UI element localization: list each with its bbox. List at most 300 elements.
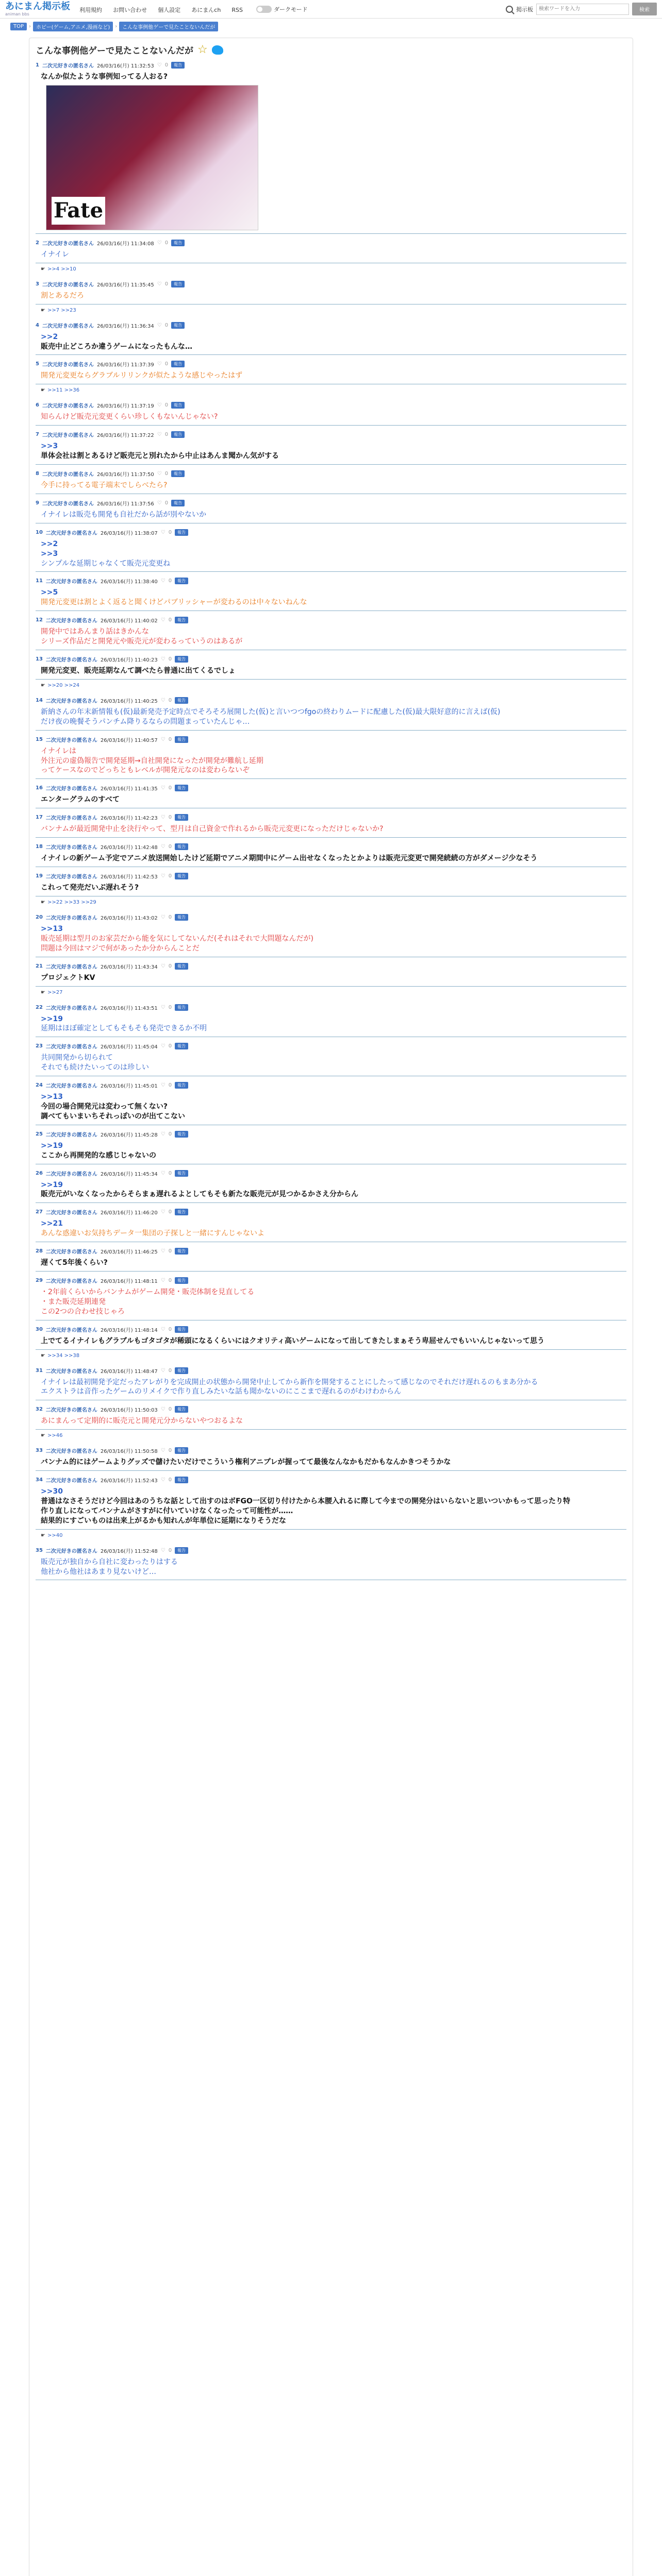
- post-number[interactable]: 9: [36, 500, 39, 506]
- report-button[interactable]: 報告: [175, 785, 188, 791]
- post-line: 問題は今回はマジで何があったか分からんことだ: [41, 944, 200, 953]
- report-button[interactable]: 報告: [175, 1248, 188, 1255]
- post: [36, 1405, 626, 1442]
- report-button[interactable]: 報告: [175, 843, 188, 850]
- post-number[interactable]: 23: [36, 1043, 43, 1049]
- post-body: [36, 536, 626, 572]
- post-date: 26/03/16(月) 11:37:39: [96, 362, 154, 368]
- post-meta: [36, 61, 626, 69]
- breadcrumb-thread[interactable]: こんな事例他ゲーで見たことないんだが: [119, 22, 218, 31]
- post-line: プロジェクトKV: [41, 973, 95, 982]
- post-body: [36, 663, 626, 680]
- reply-anchor-link[interactable]: >>19: [41, 1180, 63, 1189]
- report-button[interactable]: 報告: [171, 281, 185, 287]
- post-date: 26/03/16(月) 11:52:43: [100, 1478, 158, 1484]
- post-line: イナイレ: [41, 250, 70, 259]
- post-body: [36, 409, 626, 426]
- poster-name: 二次元好きの匿名さん: [45, 1083, 97, 1090]
- report-button[interactable]: 報告: [175, 1131, 188, 1138]
- poster-name: 二次元好きの匿名さん: [45, 1132, 97, 1138]
- good-count: 0: [168, 1004, 172, 1010]
- post-line: シンプルな延期じゃなくて販売元変更ね: [41, 559, 171, 568]
- reply-link-list[interactable]: >>46: [47, 1433, 63, 1439]
- post-number[interactable]: 15: [36, 736, 43, 742]
- post-date: 26/03/16(月) 11:35:45: [96, 282, 154, 288]
- reply-anchor-link[interactable]: >>2: [41, 332, 58, 341]
- post-date: 26/03/16(月) 11:37:19: [96, 403, 154, 410]
- post-number[interactable]: 1: [36, 62, 39, 68]
- report-button[interactable]: 報告: [171, 322, 185, 329]
- report-button[interactable]: 報告: [175, 617, 188, 623]
- good-count: 0: [164, 240, 169, 246]
- post-number[interactable]: 31: [36, 1367, 43, 1374]
- post-line: ここから再開発的な感じじゃないの: [41, 1151, 156, 1160]
- report-button[interactable]: 報告: [171, 431, 185, 438]
- report-button[interactable]: 報告: [171, 361, 185, 367]
- report-button[interactable]: 報告: [175, 1043, 188, 1049]
- good-count: 0: [164, 500, 169, 506]
- post: [36, 470, 626, 494]
- report-button[interactable]: 報告: [171, 470, 185, 477]
- good-icon[interactable]: ♡: [160, 1082, 166, 1089]
- report-button[interactable]: 報告: [175, 697, 188, 704]
- post-date: 26/03/16(月) 11:34:08: [96, 241, 154, 247]
- post-number[interactable]: 16: [36, 785, 43, 791]
- good-icon[interactable]: ♡: [160, 656, 166, 663]
- post-meta: [36, 697, 626, 704]
- report-button[interactable]: 報告: [175, 656, 188, 663]
- post-date: 26/03/16(月) 11:36:34: [96, 323, 154, 329]
- post: [36, 1547, 626, 1581]
- good-icon[interactable]: ♡: [157, 500, 162, 506]
- reply-links: [36, 896, 626, 908]
- post-body: [36, 1333, 626, 1350]
- good-icon[interactable]: ♡: [157, 402, 162, 409]
- post: [36, 499, 626, 523]
- post-list: [36, 61, 626, 1580]
- good-icon[interactable]: ♡: [160, 697, 166, 703]
- search-bar: [506, 3, 657, 15]
- report-button[interactable]: 報告: [175, 736, 188, 743]
- report-button[interactable]: 報告: [175, 1547, 188, 1554]
- reply-anchor-link[interactable]: >>19: [41, 1141, 63, 1150]
- post: [36, 872, 626, 908]
- post-meta: [36, 872, 626, 880]
- post-number[interactable]: 7: [36, 432, 39, 438]
- post-number[interactable]: 14: [36, 697, 43, 703]
- search-label: 掲示板: [516, 6, 533, 13]
- poster-name: 二次元好きの匿名さん: [45, 737, 97, 743]
- good-icon[interactable]: ♡: [160, 1367, 166, 1374]
- post-date: 26/03/16(月) 11:38:40: [100, 579, 158, 585]
- report-button[interactable]: 報告: [175, 1406, 188, 1413]
- good-count: 0: [168, 844, 172, 850]
- post-number[interactable]: 2: [36, 240, 39, 246]
- post: [36, 1326, 626, 1362]
- post-number[interactable]: 34: [36, 1477, 43, 1483]
- post-image[interactable]: [46, 85, 258, 230]
- report-button[interactable]: 報告: [175, 578, 188, 584]
- post: [36, 1130, 626, 1164]
- reply-hand-icon: ☛: [41, 1433, 45, 1439]
- good-icon[interactable]: ♡: [160, 1170, 166, 1176]
- post-number[interactable]: 6: [36, 402, 39, 409]
- site-header: [0, 0, 662, 19]
- post: [36, 1277, 626, 1320]
- post-line: エンターグラムのすべて: [41, 795, 120, 804]
- good-count: 0: [164, 322, 169, 328]
- poster-name: 二次元好きの匿名さん: [45, 1548, 97, 1554]
- good-count: 0: [168, 1406, 172, 1413]
- post-body: [36, 1413, 626, 1430]
- reply-link-list[interactable]: >>11 >>36: [47, 387, 80, 394]
- post: [36, 1447, 626, 1471]
- poster-name: 二次元好きの匿名さん: [42, 433, 94, 439]
- report-button[interactable]: 報告: [171, 62, 185, 69]
- good-icon[interactable]: ♡: [160, 963, 166, 969]
- breadcrumb-category[interactable]: ホビー(ゲーム,アニメ,漫画など): [33, 22, 113, 31]
- post-number[interactable]: 35: [36, 1547, 43, 1553]
- post-date: 26/03/16(月) 11:43:02: [100, 915, 158, 921]
- good-icon[interactable]: ♡: [160, 1043, 166, 1049]
- search-icon: [506, 6, 513, 13]
- post-meta: [36, 616, 626, 624]
- post-line: なんか似たような事例知ってる人おる?: [41, 73, 168, 81]
- post-line: シリーズ作品だと開発元や販売元が変わるっていうのはあるが: [41, 637, 243, 646]
- good-icon[interactable]: ♡: [160, 785, 166, 791]
- reply-link-list[interactable]: >>4 >>10: [47, 266, 76, 272]
- post-number[interactable]: 17: [36, 815, 43, 821]
- post-meta: [36, 529, 626, 536]
- post-date: 26/03/16(月) 11:45:04: [100, 1044, 158, 1050]
- good-icon[interactable]: ♡: [157, 240, 162, 246]
- post-body: [36, 1454, 626, 1471]
- post: [36, 962, 626, 998]
- post-meta: [36, 1208, 626, 1216]
- poster-name: 二次元好きの匿名さん: [45, 816, 97, 822]
- good-icon[interactable]: ♡: [160, 1477, 166, 1483]
- post-line: 上でてるイナイレもグラブルもゴタゴタが稀頭になるくらいにはクオリティ高いゲームになって出してきたしまぁそう卑屈せんでもいいんじゃないって思う: [41, 1336, 545, 1345]
- good-icon[interactable]: ♡: [160, 1004, 166, 1010]
- post-date: 26/03/16(月) 11:45:28: [100, 1132, 158, 1138]
- report-button[interactable]: 報告: [171, 240, 185, 246]
- post: [36, 321, 626, 355]
- nav-rss[interactable]: RSS: [231, 7, 243, 13]
- post-number[interactable]: 33: [36, 1448, 43, 1454]
- good-count: 0: [168, 697, 172, 703]
- report-button[interactable]: 報告: [175, 1004, 188, 1011]
- reply-hand-icon: ☛: [41, 387, 45, 394]
- good-count: 0: [168, 914, 172, 920]
- report-button[interactable]: 報告: [175, 1477, 188, 1483]
- good-count: 0: [168, 1277, 172, 1283]
- reply-link-list[interactable]: >>7 >>23: [47, 307, 76, 313]
- post-date: 26/03/16(月) 11:37:50: [96, 472, 154, 478]
- poster-name: 二次元好きの匿名さん: [45, 1408, 97, 1414]
- post: [36, 1208, 626, 1242]
- reply-anchor-link[interactable]: >>30: [41, 1487, 63, 1496]
- reply-anchor-link[interactable]: >>21: [41, 1219, 63, 1228]
- post-date: 26/03/16(月) 11:43:34: [100, 964, 158, 970]
- reply-links: [36, 1430, 626, 1442]
- poster-name: 二次元好きの匿名さん: [45, 1478, 97, 1484]
- post-number[interactable]: 11: [36, 578, 43, 584]
- good-icon[interactable]: ♡: [160, 736, 166, 742]
- good-icon[interactable]: ♡: [160, 1277, 166, 1283]
- post: [36, 529, 626, 572]
- post-date: 26/03/16(月) 11:40:25: [100, 698, 158, 704]
- post-number[interactable]: 24: [36, 1082, 43, 1089]
- post-date: 26/03/16(月) 11:32:53: [96, 63, 154, 69]
- post: [36, 1081, 626, 1125]
- report-button[interactable]: 報告: [175, 1277, 188, 1284]
- post-number[interactable]: 10: [36, 529, 43, 535]
- reply-anchor-link[interactable]: >>3: [41, 442, 58, 451]
- good-count: 0: [168, 617, 172, 623]
- good-count: 0: [168, 1209, 172, 1215]
- post-number[interactable]: 3: [36, 281, 39, 287]
- post-number[interactable]: 27: [36, 1209, 43, 1215]
- good-icon[interactable]: ♡: [160, 529, 166, 535]
- post-number[interactable]: 28: [36, 1248, 43, 1255]
- post-line: バンナム的にはゲームよりグッズで儲けたいだけでこういう権利アニプレが握ってて最後なんなかもだかもなんかきつそうかな: [41, 1458, 451, 1467]
- good-count: 0: [168, 815, 172, 821]
- post-body: [36, 585, 626, 611]
- good-icon[interactable]: ♡: [160, 1547, 166, 1553]
- post-number[interactable]: 12: [36, 617, 43, 623]
- post-number[interactable]: 30: [36, 1326, 43, 1332]
- post-body: [36, 368, 626, 384]
- post-date: 26/03/16(月) 11:38:07: [100, 530, 158, 536]
- post-body: [36, 507, 626, 523]
- good-icon[interactable]: ♡: [160, 1448, 166, 1454]
- poster-name: 二次元好きの匿名さん: [42, 501, 94, 507]
- good-icon[interactable]: ♡: [160, 617, 166, 623]
- post-date: 26/03/16(月) 11:40:02: [100, 618, 158, 624]
- reply-link-list[interactable]: >>22 >>33 >>29: [47, 899, 96, 905]
- nav-animanch[interactable]: あにまんch: [191, 7, 221, 13]
- favorite-star-icon[interactable]: ☆: [197, 43, 208, 56]
- post-meta: [36, 1447, 626, 1454]
- post-line: ・2年前くらいからバンナムがゲーム開発・販売体制を見直してる: [41, 1287, 255, 1296]
- poster-name: 二次元好きの匿名さん: [42, 362, 94, 368]
- post-body: [36, 69, 626, 234]
- breadcrumb-top[interactable]: TOP: [10, 23, 27, 30]
- post: [36, 1247, 626, 1272]
- post-number[interactable]: 5: [36, 361, 39, 367]
- report-button[interactable]: 報告: [175, 814, 188, 821]
- nav-contact[interactable]: お問い合わせ: [113, 7, 147, 13]
- post-number[interactable]: 20: [36, 914, 43, 920]
- post-body: [36, 743, 626, 779]
- good-icon[interactable]: ♡: [160, 1209, 166, 1215]
- post-line: 今手に持ってる電子端末でしらべたら?: [41, 481, 168, 490]
- post: [36, 616, 626, 650]
- post-line: イナイレは最初開発予定だったアレがりを完成開止の状態から開発中止してから新作を開発することにしたって感じなのでそれだけ遅れるのもまあ分かる: [41, 1378, 538, 1386]
- dark-mode-toggle[interactable]: [256, 6, 272, 13]
- post-meta: [36, 360, 626, 368]
- nav-terms[interactable]: 利用規約: [79, 7, 102, 13]
- post-meta: [36, 1476, 626, 1484]
- poster-name: 二次元好きの匿名さん: [45, 845, 97, 851]
- report-button[interactable]: 報告: [175, 1326, 188, 1333]
- site-logo[interactable]: [5, 2, 70, 16]
- post-line: この2つの合わせ技じゃろ: [41, 1307, 125, 1316]
- twitter-share-icon[interactable]: [212, 45, 223, 55]
- good-icon[interactable]: ♡: [160, 844, 166, 850]
- post-line: エクストラは音作ったゲームのリメイクで作り直しみたいな話も聞かないのにここまで遅れるのがわけわからん: [41, 1387, 402, 1396]
- breadcrumb-separator: ›: [115, 24, 118, 29]
- post-number[interactable]: 32: [36, 1406, 43, 1413]
- post-number[interactable]: 29: [36, 1277, 43, 1283]
- reply-hand-icon: ☛: [41, 1532, 45, 1538]
- post-line: 開発元変更ならグラブルリリンクが似たような感じやったはず: [41, 371, 243, 380]
- good-count: 0: [168, 1448, 172, 1454]
- good-icon[interactable]: ♡: [160, 1326, 166, 1332]
- post-date: 26/03/16(月) 11:42:23: [100, 816, 158, 822]
- good-count: 0: [168, 1547, 172, 1553]
- post-line: 結果的にすごいものは出来上がるかも知れんが年単位に延期になりそうだな: [41, 1516, 286, 1525]
- post-meta: [36, 784, 626, 792]
- search-button[interactable]: 検索: [632, 3, 657, 15]
- reply-anchor-link[interactable]: >>2: [41, 539, 58, 548]
- post-line: それでも続けたいってのは珍しい: [41, 1063, 149, 1072]
- post-number[interactable]: 19: [36, 873, 43, 879]
- good-icon[interactable]: ♡: [157, 281, 162, 287]
- thread-container: [29, 38, 633, 2576]
- reply-anchor-link[interactable]: >>19: [41, 1014, 63, 1023]
- poster-name: 二次元好きの匿名さん: [45, 874, 97, 880]
- post-line: イナイレの新ゲーム予定でアニメ放送開始したけど延期でアニメ期間中にゲーム出せなくなったとかよりは販売元変更で開発続続の方がダメージ少なそう: [41, 854, 538, 863]
- post-body: [36, 792, 626, 808]
- post-meta: [36, 962, 626, 970]
- reply-link-list[interactable]: >>40: [47, 1532, 63, 1538]
- good-icon[interactable]: ♡: [157, 471, 162, 477]
- post-meta: [36, 736, 626, 743]
- post: [36, 697, 626, 731]
- post-line: 共同開発から切られて: [41, 1054, 113, 1062]
- report-button[interactable]: 報告: [175, 1082, 188, 1089]
- post-line: 調べてもいまいちそれっぽいのが出てこない: [41, 1112, 185, 1121]
- good-icon[interactable]: ♡: [157, 361, 162, 367]
- post: [36, 1476, 626, 1541]
- post-number[interactable]: 25: [36, 1131, 43, 1137]
- post-line: 知らんけど販売元変更くらい珍しくもないんじゃない?: [41, 413, 218, 421]
- post-line: 他社から他社はあまり見ないけど…: [41, 1567, 156, 1576]
- report-button[interactable]: 報告: [171, 500, 185, 506]
- reply-anchor-link[interactable]: >>5: [41, 588, 58, 597]
- reply-link-list[interactable]: >>34 >>38: [47, 1352, 80, 1359]
- post-number[interactable]: 21: [36, 963, 43, 969]
- post-number[interactable]: 26: [36, 1170, 43, 1176]
- reply-hand-icon: ☛: [41, 307, 45, 313]
- post-meta: [36, 1004, 626, 1011]
- post-body: [36, 1375, 626, 1401]
- search-input[interactable]: [536, 4, 629, 15]
- post: [36, 239, 626, 275]
- reply-links: [36, 263, 626, 275]
- post-number[interactable]: 18: [36, 844, 43, 850]
- post-number[interactable]: 22: [36, 1004, 43, 1010]
- good-count: 0: [168, 736, 172, 742]
- good-icon[interactable]: ♡: [160, 815, 166, 821]
- poster-name: 二次元好きの匿名さん: [45, 1210, 97, 1216]
- post-meta: [36, 1547, 626, 1554]
- post-line: 販売元がいなくなったからそらまぁ遅れるよとしてもそも新たな販売元が見つかるかさえ分からん: [41, 1190, 358, 1199]
- post-number[interactable]: 4: [36, 322, 39, 328]
- post-body: [36, 821, 626, 838]
- poster-name: 二次元好きの匿名さん: [45, 915, 97, 921]
- report-button[interactable]: 報告: [175, 1209, 188, 1215]
- report-button[interactable]: 報告: [171, 402, 185, 409]
- nav-settings[interactable]: 個人設定: [158, 7, 181, 13]
- post-date: 26/03/16(月) 11:37:22: [96, 433, 154, 439]
- good-count: 0: [164, 432, 169, 438]
- post-line: 販売延期は型月のお家芸だから能を気にしてないんだ(それはそれで大問題なんだが): [41, 934, 313, 943]
- reply-anchor-link[interactable]: >>13: [41, 924, 63, 933]
- post: [36, 843, 626, 867]
- post-line: バンナムが最近開発中止を決行やって、型月は自己資金で作れるから販売元変更になっただけじゃないか?: [41, 825, 384, 834]
- post-body: [36, 478, 626, 494]
- post: [36, 401, 626, 426]
- report-button[interactable]: 報告: [175, 1447, 188, 1454]
- reply-link-list[interactable]: >>20 >>24: [47, 682, 80, 688]
- report-button[interactable]: 報告: [175, 1367, 188, 1374]
- post-number[interactable]: 8: [36, 471, 39, 477]
- post-body: [36, 1011, 626, 1038]
- post-meta: [36, 655, 626, 663]
- post-line: 割とあるだろ: [41, 291, 84, 300]
- good-icon[interactable]: ♡: [157, 322, 162, 328]
- poster-name: 二次元好きの匿名さん: [42, 403, 94, 410]
- post-number[interactable]: 13: [36, 656, 43, 663]
- post-line: 延期はほぼ確定としてもそもそも発売できるか不明: [41, 1024, 207, 1033]
- good-icon[interactable]: ♡: [160, 873, 166, 879]
- post-line: 単体会社は割とあるけど販売元と別れたから中止はあんま聞かん気がする: [41, 452, 279, 461]
- post-date: 26/03/16(月) 11:40:57: [100, 737, 158, 743]
- report-button[interactable]: 報告: [175, 1170, 188, 1177]
- good-icon[interactable]: ♡: [160, 914, 166, 920]
- post-meta: [36, 843, 626, 851]
- report-button[interactable]: 報告: [175, 963, 188, 970]
- good-count: 0: [168, 1367, 172, 1374]
- report-button[interactable]: 報告: [175, 914, 188, 921]
- post-meta: [36, 1367, 626, 1375]
- report-button[interactable]: 報告: [175, 529, 188, 536]
- post-body: [36, 1284, 626, 1320]
- good-icon[interactable]: ♡: [157, 432, 162, 438]
- good-icon[interactable]: ♡: [160, 1131, 166, 1137]
- poster-name: 二次元好きの匿名さん: [45, 1171, 97, 1177]
- post-line: 普通はなさそうだけど今回はあのうちな話として出すのはボFGO一区切り付けたから本腰入れるに際して今までの開発分はいらないと思いついかもって思ったり特: [41, 1497, 570, 1505]
- good-icon[interactable]: ♡: [160, 578, 166, 584]
- good-icon[interactable]: ♡: [157, 62, 162, 68]
- report-button[interactable]: 報告: [175, 873, 188, 879]
- reply-links: [36, 304, 626, 316]
- good-icon[interactable]: ♡: [160, 1248, 166, 1255]
- post: [36, 784, 626, 808]
- good-icon[interactable]: ♡: [160, 1406, 166, 1413]
- post-line: 販売中止どころか違うゲームになったもんな…: [41, 342, 192, 351]
- reply-anchor-link[interactable]: >>3: [41, 549, 58, 558]
- reply-link-list[interactable]: >>27: [47, 989, 63, 995]
- site-subtitle: animan bbs: [5, 11, 29, 16]
- poster-name: 二次元好きの匿名さん: [45, 1044, 97, 1050]
- reply-hand-icon: ☛: [41, 1352, 45, 1359]
- reply-anchor-link[interactable]: >>13: [41, 1093, 63, 1101]
- post-body: [36, 247, 626, 263]
- post: [36, 61, 626, 234]
